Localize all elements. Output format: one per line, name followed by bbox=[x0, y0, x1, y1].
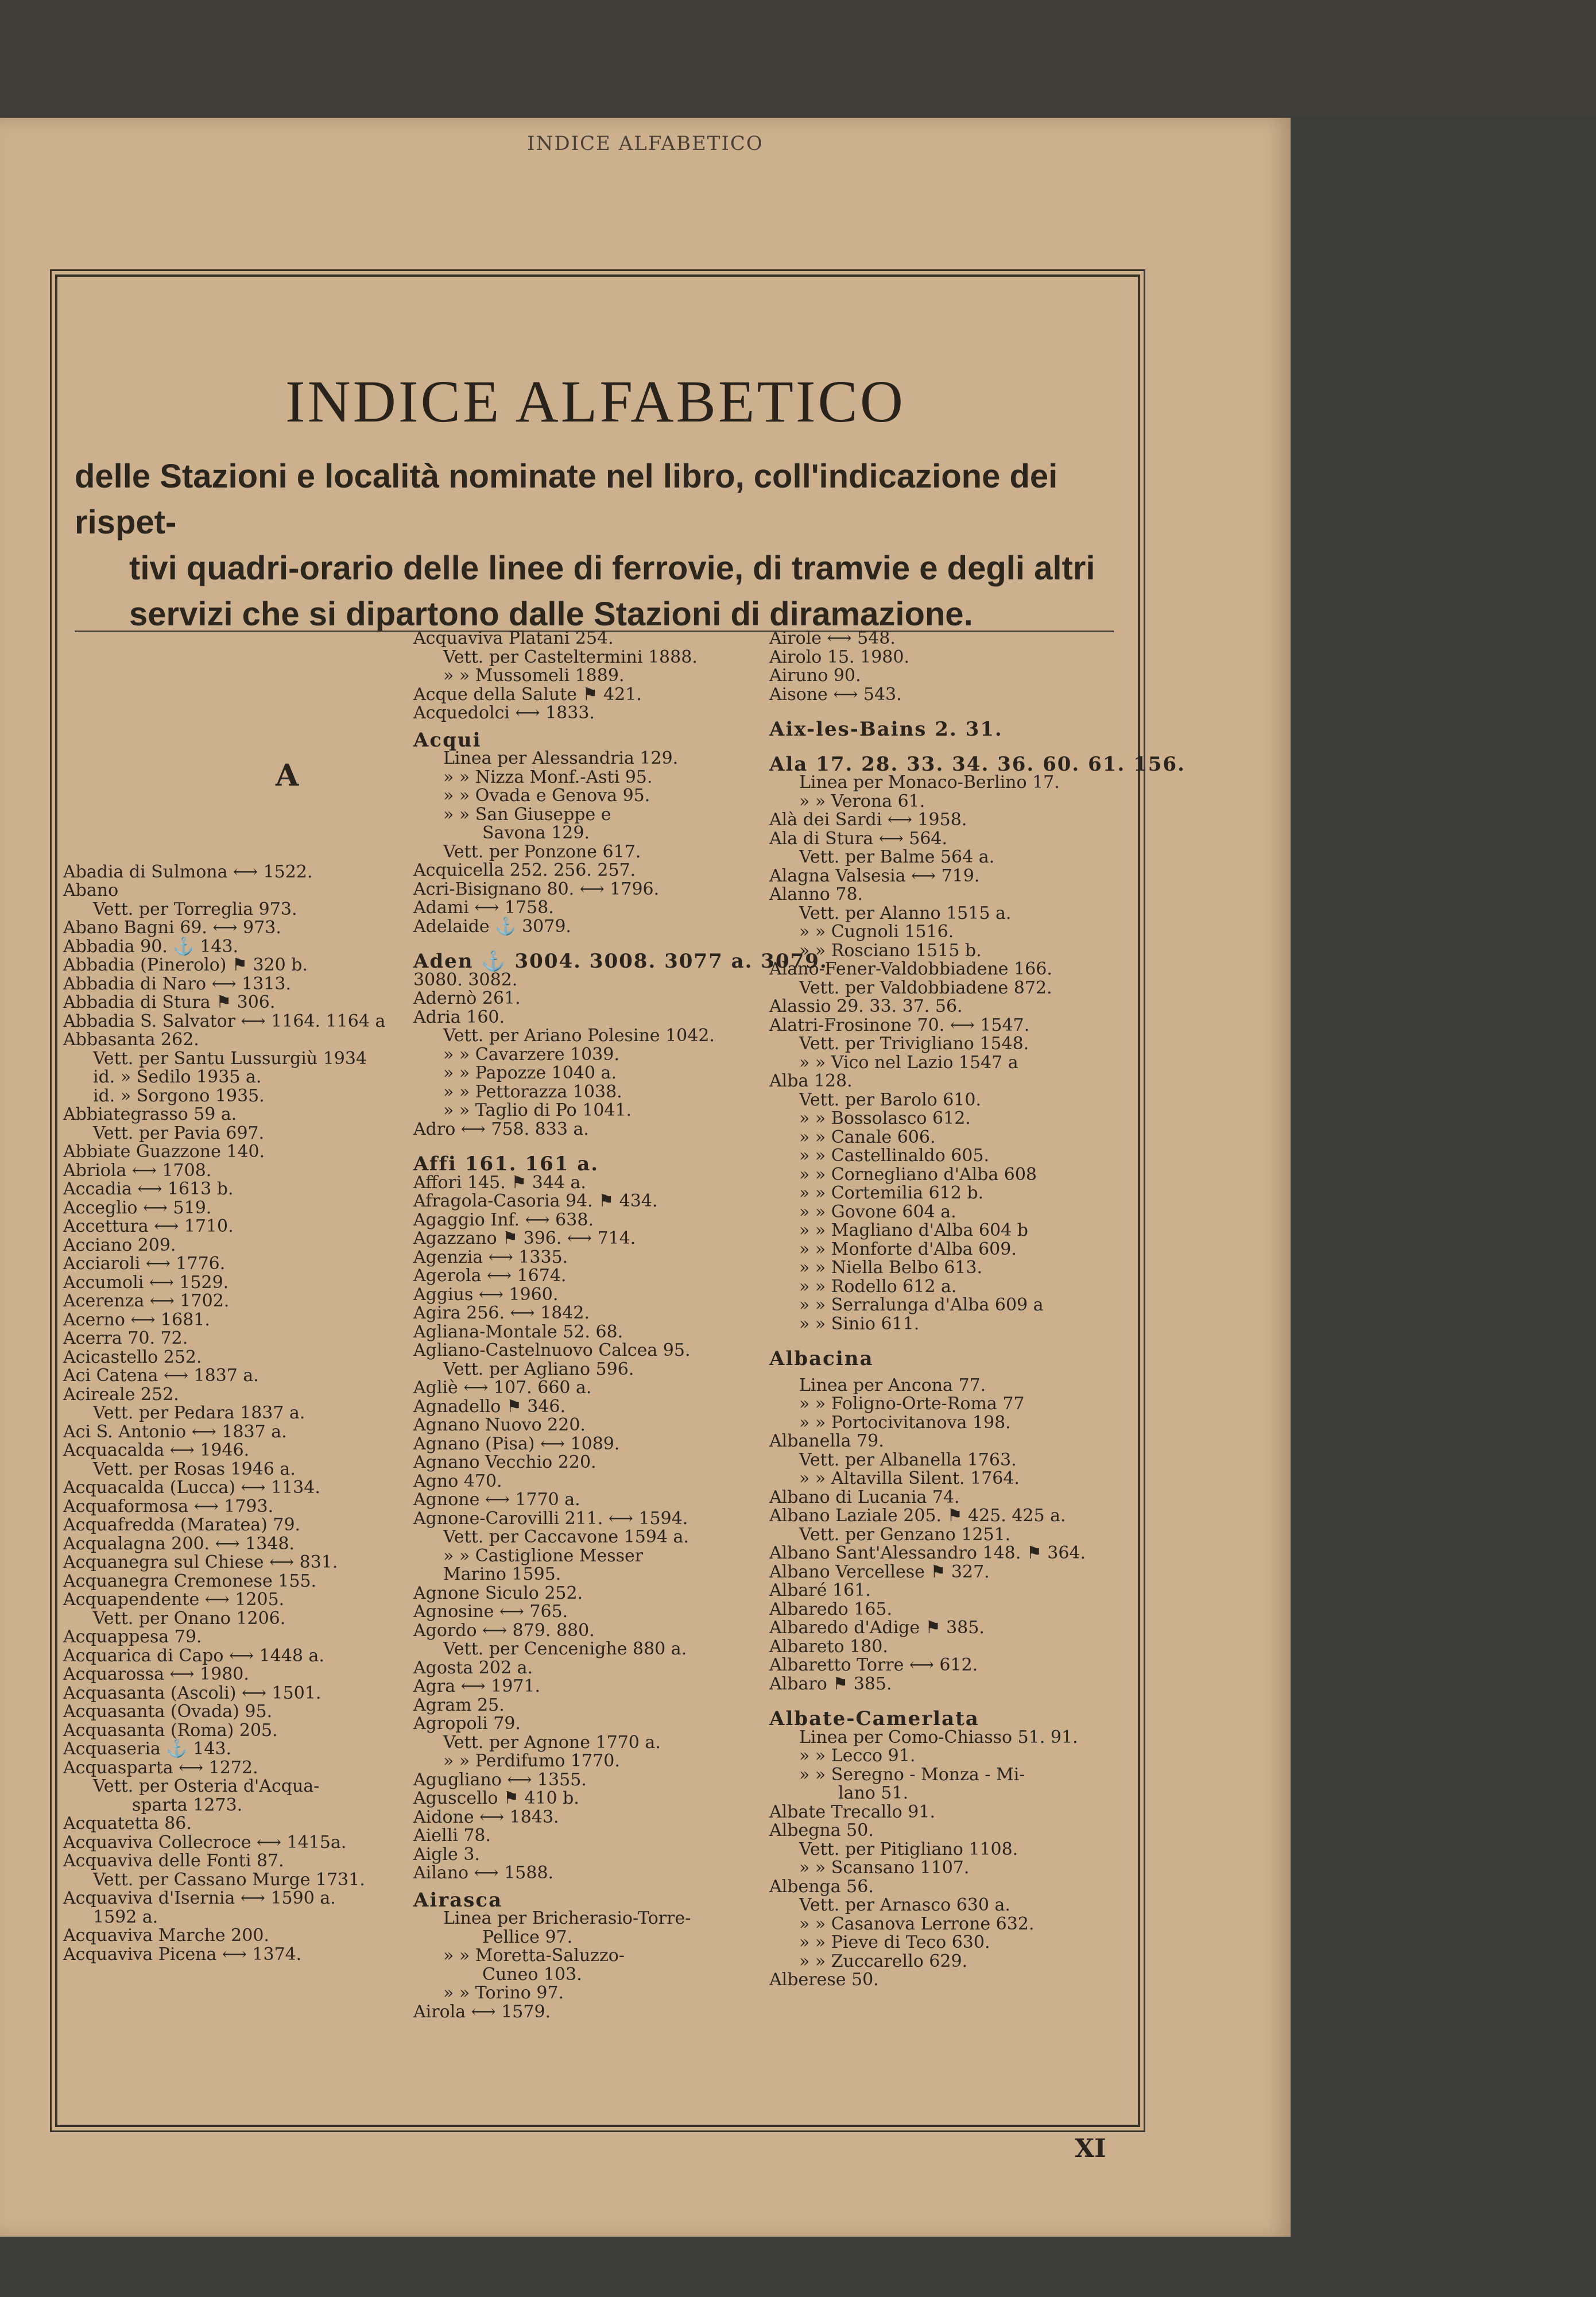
index-column-3 bbox=[769, 628, 1186, 1990]
index-entry: Adernò 261. bbox=[413, 988, 521, 1008]
index-entry: Albaredo d'Adige ⚑ 385. bbox=[769, 1618, 985, 1638]
index-heading: Affi 161. 161 a. bbox=[413, 1153, 599, 1175]
index-entry: Airole ⟷ 548. bbox=[769, 628, 896, 648]
index-entry: Agra ⟷ 1971. bbox=[413, 1676, 541, 1696]
index-entry: » » Castiglione Messer bbox=[443, 1545, 644, 1566]
index-entry: Vett. per Agliano 596. bbox=[443, 1359, 634, 1379]
index-entry: » » Cavarzere 1039. bbox=[443, 1044, 619, 1065]
spacer bbox=[769, 1693, 1125, 1702]
index-entry: » » Seregno - Monza - Mi- bbox=[799, 1764, 1025, 1785]
index-entry: Acquaviva Platani 254. bbox=[413, 628, 614, 648]
index-entry: Albaredo 165. bbox=[769, 1599, 893, 1619]
subtitle-line: delle Stazioni e località nominate nel libro, coll'indicazione dei rispet- bbox=[75, 458, 1058, 541]
index-entry: Accadia ⟷ 1613 b. bbox=[63, 1179, 234, 1199]
page-title: INDICE ALFABETICO bbox=[285, 369, 906, 435]
index-entry: Vett. per Onano 1206. bbox=[93, 1608, 286, 1629]
index-heading: Airasca bbox=[413, 1888, 503, 1912]
index-entry: » » Casanova Lerrone 632. bbox=[799, 1913, 1035, 1934]
index-entry: Vett. per Caccavone 1594 a. bbox=[443, 1527, 689, 1547]
index-entry: » » Pettorazza 1038. bbox=[443, 1081, 622, 1102]
index-entry: Agugliano ⟷ 1355. bbox=[413, 1769, 587, 1790]
index-entry: Aggius ⟷ 1960. bbox=[413, 1284, 559, 1305]
index-entry: Vett. per Rosas 1946 a. bbox=[93, 1459, 296, 1479]
index-entry: Adami ⟷ 1758. bbox=[413, 898, 554, 918]
column-entries bbox=[63, 863, 408, 1965]
index-entry: Acicastello 252. bbox=[63, 1347, 202, 1367]
index-heading: Albacina bbox=[769, 1347, 874, 1370]
index-entry: Acceglio ⟷ 519. bbox=[63, 1197, 212, 1218]
index-entry: Vett. per Santu Lussurgiù 1934 bbox=[93, 1048, 367, 1069]
index-entry: lano 51. bbox=[838, 1783, 909, 1803]
index-entry: Alatri-Frosinone 70. ⟷ 1547. bbox=[769, 1015, 1030, 1035]
index-entry: » » Castellinaldo 605. bbox=[799, 1146, 990, 1166]
index-entry: » » Zuccarello 629. bbox=[799, 1951, 968, 1971]
index-entry: Agnone Siculo 252. bbox=[413, 1583, 583, 1603]
index-entry: Ala di Stura ⟷ 564. bbox=[769, 828, 948, 849]
index-column-1 bbox=[63, 632, 408, 1964]
index-entry: » » Bossolasco 612. bbox=[799, 1108, 971, 1128]
index-entry: Acquasanta (Roma) 205. bbox=[63, 1720, 278, 1741]
index-entry: Acireale 252. bbox=[63, 1384, 179, 1405]
index-entry: Agliano-Castelnuovo Calcea 95. bbox=[413, 1340, 691, 1360]
page-number: XI bbox=[1075, 2134, 1106, 2163]
index-entry: » » Torino 97. bbox=[443, 1983, 564, 2003]
index-entry: Vett. per Osteria d'Acqua- bbox=[93, 1776, 320, 1796]
index-entry: Acerenza ⟷ 1702. bbox=[63, 1291, 230, 1311]
index-entry: Vett. per Albanella 1763. bbox=[799, 1449, 1017, 1470]
index-entry: » » Cornegliano d'Alba 608 bbox=[799, 1164, 1037, 1185]
index-entry: id. » Sorgono 1935. bbox=[93, 1085, 265, 1106]
index-entry: Acquaviva delle Fonti 87. bbox=[63, 1851, 284, 1871]
index-heading: Ala 17. 28. 33. 34. 36. 60. 61. 156. bbox=[769, 752, 1186, 776]
index-entry: Cuneo 103. bbox=[482, 1964, 582, 1985]
index-entry: Acquanegra sul Chiese ⟷ 831. bbox=[63, 1552, 338, 1572]
spacer bbox=[769, 704, 1125, 712]
index-entry: Affori 145. ⚑ 344 a. bbox=[413, 1172, 586, 1193]
index-entry: Vett. per Genzano 1251. bbox=[799, 1524, 1011, 1545]
index-entry: » » Pieve di Teco 630. bbox=[799, 1932, 990, 1952]
index-entry: Acquatetta 86. bbox=[63, 1813, 192, 1834]
index-entry: Vett. per Torreglia 973. bbox=[93, 899, 297, 919]
index-entry: » » Moretta-Saluzzo- bbox=[443, 1946, 625, 1966]
index-entry: Linea per Alessandria 129. bbox=[443, 748, 679, 768]
index-entry: Abano bbox=[63, 880, 119, 900]
index-entry: Alassio 29. 33. 37. 56. bbox=[769, 996, 963, 1016]
index-entry: Agosta 202 a. bbox=[413, 1657, 533, 1678]
index-entry: Albano Vercellese ⚑ 327. bbox=[769, 1561, 990, 1582]
index-entry: Vett. per Pavia 697. bbox=[93, 1123, 265, 1143]
index-entry: Abano Bagni 69. ⟷ 973. bbox=[63, 918, 281, 938]
index-entry: Acquacalda ⟷ 1946. bbox=[63, 1440, 250, 1460]
index-heading: Aden ⚓ 3004. 3008. 3077 a. 3079. bbox=[413, 950, 828, 973]
index-entry: Abadia di Sulmona ⟷ 1522. bbox=[63, 861, 313, 882]
index-entry: » » Mussomeli 1889. bbox=[443, 666, 625, 686]
index-entry: Alba 128. bbox=[769, 1071, 853, 1091]
spacer bbox=[769, 1333, 1125, 1341]
index-entry: Acquicella 252. 256. 257. bbox=[413, 860, 636, 880]
index-entry: » » Monforte d'Alba 609. bbox=[799, 1239, 1017, 1259]
index-entry: » » Govone 604 a. bbox=[799, 1201, 956, 1222]
index-entry: Albaro ⚑ 385. bbox=[769, 1673, 892, 1694]
index-entry: Vett. per Barolo 610. bbox=[799, 1089, 982, 1110]
index-entry: Albaretto Torre ⟷ 612. bbox=[769, 1655, 978, 1675]
index-entry: Marino 1595. bbox=[443, 1564, 561, 1584]
index-entry: Albano Laziale 205. ⚑ 425. 425 a. bbox=[769, 1506, 1066, 1526]
index-entry: Adro ⟷ 758. 833 a. bbox=[413, 1119, 589, 1139]
subtitle bbox=[75, 454, 1119, 637]
index-entry: » » Foligno-Orte-Roma 77 bbox=[799, 1394, 1025, 1414]
index-entry: Acquaviva Collecroce ⟷ 1415a. bbox=[63, 1832, 347, 1853]
index-entry: Abbadia 90. ⚓ 143. bbox=[63, 936, 239, 957]
index-entry: Acerno ⟷ 1681. bbox=[63, 1309, 210, 1330]
index-entry: Abbadia (Pinerolo) ⚑ 320 b. bbox=[63, 955, 308, 975]
index-entry: Alberese 50. bbox=[769, 1970, 879, 1990]
index-entry: » » Niella Belbo 613. bbox=[799, 1258, 982, 1278]
index-entry: Acquaviva d'Isernia ⟷ 1590 a. bbox=[63, 1888, 336, 1908]
index-entry: Vett. per Valdobbiadene 872. bbox=[799, 977, 1052, 998]
index-entry: Aisone ⟷ 543. bbox=[769, 684, 902, 705]
index-entry: Abbiategrasso 59 a. bbox=[63, 1104, 237, 1124]
index-entry: Vett. per Pedara 1837 a. bbox=[93, 1403, 305, 1423]
index-entry: Abbadia di Naro ⟷ 1313. bbox=[63, 973, 292, 994]
index-entry: » » Taglio di Po 1041. bbox=[443, 1100, 632, 1120]
index-entry: » » Lecco 91. bbox=[799, 1746, 916, 1766]
index-entry: Adelaide ⚓ 3079. bbox=[413, 916, 571, 937]
index-entry: Agnano Nuovo 220. bbox=[413, 1415, 586, 1435]
index-entry: Vett. per Agnone 1770 a. bbox=[443, 1732, 661, 1753]
index-entry: Abbiate Guazzone 140. bbox=[63, 1142, 265, 1162]
index-entry: Adria 160. bbox=[413, 1007, 505, 1027]
index-entry: sparta 1273. bbox=[132, 1795, 243, 1815]
index-entry: Acquasanta (Ascoli) ⟷ 1501. bbox=[63, 1683, 321, 1703]
index-entry: » » Vico nel Lazio 1547 a bbox=[799, 1052, 1018, 1073]
index-entry: Agenzia ⟷ 1335. bbox=[413, 1247, 568, 1267]
index-entry: Vett. per Pitigliano 1108. bbox=[799, 1839, 1018, 1859]
index-entry: Aguscello ⚑ 410 b. bbox=[413, 1788, 579, 1808]
index-entry: » » Rosciano 1515 b. bbox=[799, 940, 982, 961]
index-entry: Acquedolci ⟷ 1833. bbox=[413, 703, 595, 723]
index-entry: Albate Trecallo 91. bbox=[769, 1801, 935, 1822]
index-entry: » » Nizza Monf.-Asti 95. bbox=[443, 767, 653, 787]
index-entry: Acquanegra Cremonese 155. bbox=[63, 1571, 317, 1591]
index-entry: Aidone ⟷ 1843. bbox=[413, 1807, 559, 1827]
index-entry: » » San Giuseppe e bbox=[443, 804, 611, 825]
index-entry: Acquasparta ⟷ 1272. bbox=[63, 1757, 258, 1778]
index-entry: Acquarica di Capo ⟷ 1448 a. bbox=[63, 1645, 324, 1666]
index-entry: Aigle 3. bbox=[413, 1844, 480, 1865]
index-entry: Agerola ⟷ 1674. bbox=[413, 1266, 567, 1286]
index-entry: id. » Sedilo 1935 a. bbox=[93, 1067, 262, 1087]
index-entry: Acque della Salute ⚑ 421. bbox=[413, 684, 642, 705]
index-entry: Acerra 70. 72. bbox=[63, 1328, 188, 1348]
index-entry: Agazzano ⚑ 396. ⟷ 714. bbox=[413, 1228, 636, 1248]
index-entry: » » Papozze 1040 a. bbox=[443, 1063, 617, 1083]
index-entry: Accettura ⟷ 1710. bbox=[63, 1216, 234, 1236]
subtitle-line: tivi quadri-orario delle linee di ferrovie, di tramvie e degli altri bbox=[129, 550, 1095, 587]
index-entry: Acquapendente ⟷ 1205. bbox=[63, 1590, 285, 1610]
index-entry: Agliè ⟷ 107. 660 a. bbox=[413, 1378, 592, 1398]
index-entry: Vett. per Ariano Polesine 1042. bbox=[443, 1026, 715, 1046]
index-entry: » » Serralunga d'Alba 609 a bbox=[799, 1295, 1044, 1315]
index-entry: » » Ovada e Genova 95. bbox=[443, 786, 650, 806]
index-entry: Acquasanta (Ovada) 95. bbox=[63, 1702, 273, 1722]
index-entry: » » Rodello 612 a. bbox=[799, 1276, 957, 1297]
index-entry: Aielli 78. bbox=[413, 1826, 491, 1846]
index-entry: Agnadello ⚑ 346. bbox=[413, 1396, 566, 1417]
index-entry: » » Scansano 1107. bbox=[799, 1858, 970, 1878]
index-entry: » » Cortemilia 612 b. bbox=[799, 1183, 984, 1203]
index-entry: Acquacalda (Lucca) ⟷ 1134. bbox=[63, 1478, 320, 1498]
index-entry: Acquaviva Marche 200. bbox=[63, 1925, 269, 1946]
index-entry: Acquaformosa ⟷ 1793. bbox=[63, 1496, 274, 1517]
index-entry: Airuno 90. bbox=[769, 666, 861, 686]
index-heading: Aix-les-Bains 2. 31. bbox=[769, 718, 1003, 741]
index-entry: Albanella 79. bbox=[769, 1431, 884, 1451]
index-entry: » » Cugnoli 1516. bbox=[799, 922, 954, 942]
index-entry: Agliana-Montale 52. 68. bbox=[413, 1321, 623, 1342]
index-entry: Linea per Ancona 77. bbox=[799, 1375, 986, 1395]
index-entry: Acquafredda (Maratea) 79. bbox=[63, 1515, 301, 1535]
index-entry: Alanno 78. bbox=[769, 884, 863, 904]
index-entry: Acquaviva Picena ⟷ 1374. bbox=[63, 1944, 302, 1965]
subtitle-line: servizi che si dipartono dalle Stazioni di diramazione. bbox=[129, 595, 973, 633]
index-entry: Savona 129. bbox=[482, 823, 590, 843]
index-entry: Agordo ⟷ 879. 880. bbox=[413, 1620, 595, 1641]
index-entry: » » Canale 606. bbox=[799, 1127, 936, 1147]
index-entry: Linea per Como-Chiasso 51. 91. bbox=[799, 1727, 1078, 1747]
index-entry: Vett. per Cassano Murge 1731. bbox=[93, 1869, 365, 1890]
index-entry: Aci S. Antonio ⟷ 1837 a. bbox=[63, 1421, 287, 1442]
index-entry: Agaggio Inf. ⟷ 638. bbox=[413, 1209, 594, 1230]
index-entry: Albareto 180. bbox=[769, 1636, 888, 1657]
index-entry: Agnone ⟷ 1770 a. bbox=[413, 1490, 580, 1510]
index-entry: Abbadia S. Salvator ⟷ 1164. 1164 a bbox=[63, 1011, 386, 1031]
index-entry: Alano-Fener-Valdobbiadene 166. bbox=[769, 959, 1052, 979]
index-entry: 3080. 3082. bbox=[413, 969, 518, 990]
index-entry: Agira 256. ⟷ 1842. bbox=[413, 1303, 590, 1323]
background-top bbox=[0, 0, 1596, 118]
index-entry: Pellice 97. bbox=[482, 1927, 573, 1947]
index-heading: Albate-Camerlata bbox=[769, 1707, 979, 1730]
index-entry: Airolo 15. 1980. bbox=[769, 647, 909, 667]
index-entry: Acciano 209. bbox=[63, 1235, 176, 1255]
index-entry: Airola ⟷ 1579. bbox=[413, 2001, 551, 2022]
index-entry: Agnano Vecchio 220. bbox=[413, 1452, 596, 1472]
index-entry: Alagna Valsesia ⟷ 719. bbox=[769, 865, 980, 886]
index-entry: » » Sinio 611. bbox=[799, 1313, 920, 1334]
index-entry: Vett. per Ponzone 617. bbox=[443, 841, 641, 862]
spacer bbox=[413, 1139, 764, 1147]
index-entry: » » Altavilla Silent. 1764. bbox=[799, 1468, 1020, 1488]
index-entry: Albaré 161. bbox=[769, 1580, 871, 1600]
index-entry: Acqualagna 200. ⟷ 1348. bbox=[63, 1533, 295, 1554]
index-entry: Vett. per Arnasco 630 a. bbox=[799, 1895, 1010, 1915]
index-entry: » » Magliano d'Alba 604 b bbox=[799, 1220, 1028, 1240]
index-entry: Acquaseria ⚓ 143. bbox=[63, 1739, 232, 1759]
index-entry: Agno 470. bbox=[413, 1471, 502, 1491]
index-entry: Abbasanta 262. bbox=[63, 1030, 199, 1050]
index-entry: Accumoli ⟷ 1529. bbox=[63, 1272, 229, 1293]
index-entry: » » Portocivitanova 198. bbox=[799, 1412, 1011, 1433]
index-entry: » » Perdifumo 1770. bbox=[443, 1751, 620, 1771]
index-entry: 1592 a. bbox=[93, 1907, 158, 1927]
index-entry: Agnosine ⟷ 765. bbox=[413, 1602, 568, 1622]
index-entry: Vett. per Casteltermini 1888. bbox=[443, 647, 698, 667]
index-entry: » » Verona 61. bbox=[799, 791, 925, 811]
index-entry: Vett. per Cencenighe 880 a. bbox=[443, 1639, 687, 1659]
index-entry: Albano di Lucania 74. bbox=[769, 1487, 960, 1507]
index-entry: Agropoli 79. bbox=[413, 1714, 521, 1734]
index-entry: Vett. per Trivigliano 1548. bbox=[799, 1034, 1029, 1054]
index-entry: Linea per Monaco-Berlino 17. bbox=[799, 772, 1060, 792]
index-entry: Vett. per Alanno 1515 a. bbox=[799, 903, 1012, 923]
index-entry: Vett. per Balme 564 a. bbox=[799, 847, 995, 867]
index-entry: Acquarossa ⟷ 1980. bbox=[63, 1664, 249, 1684]
index-entry: Albegna 50. bbox=[769, 1820, 874, 1840]
index-entry: Aci Catena ⟷ 1837 a. bbox=[63, 1366, 259, 1386]
index-entry: Afragola-Casoria 94. ⚑ 434. bbox=[413, 1191, 658, 1211]
section-letter: A bbox=[275, 758, 299, 793]
index-entry: Linea per Bricherasio-Torre- bbox=[443, 1908, 691, 1928]
index-entry: Albano Sant'Alessandro 148. ⚑ 364. bbox=[769, 1543, 1086, 1563]
running-head: INDICE ALFABETICO bbox=[527, 132, 764, 155]
index-entry: Agnone-Carovilli 211. ⟷ 1594. bbox=[413, 1508, 688, 1529]
column-entries bbox=[769, 628, 1186, 1990]
index-entry: Acquappesa 79. bbox=[63, 1627, 202, 1647]
index-entry: Acciaroli ⟷ 1776. bbox=[63, 1254, 226, 1274]
spacer bbox=[413, 936, 764, 944]
index-entry: Agnano (Pisa) ⟷ 1089. bbox=[413, 1433, 620, 1454]
index-entry: Alà dei Sardi ⟷ 1958. bbox=[769, 810, 967, 830]
index-heading: Acqui bbox=[413, 728, 482, 752]
index-entry: Agram 25. bbox=[413, 1695, 505, 1715]
index-entry: Abbadia di Stura ⚑ 306. bbox=[63, 992, 276, 1012]
index-entry: Acri-Bisignano 80. ⟷ 1796. bbox=[413, 879, 660, 899]
index-entry: Albenga 56. bbox=[769, 1876, 874, 1897]
index-entry: Abriola ⟷ 1708. bbox=[63, 1160, 212, 1181]
index-entry: Ailano ⟷ 1588. bbox=[413, 1863, 554, 1883]
